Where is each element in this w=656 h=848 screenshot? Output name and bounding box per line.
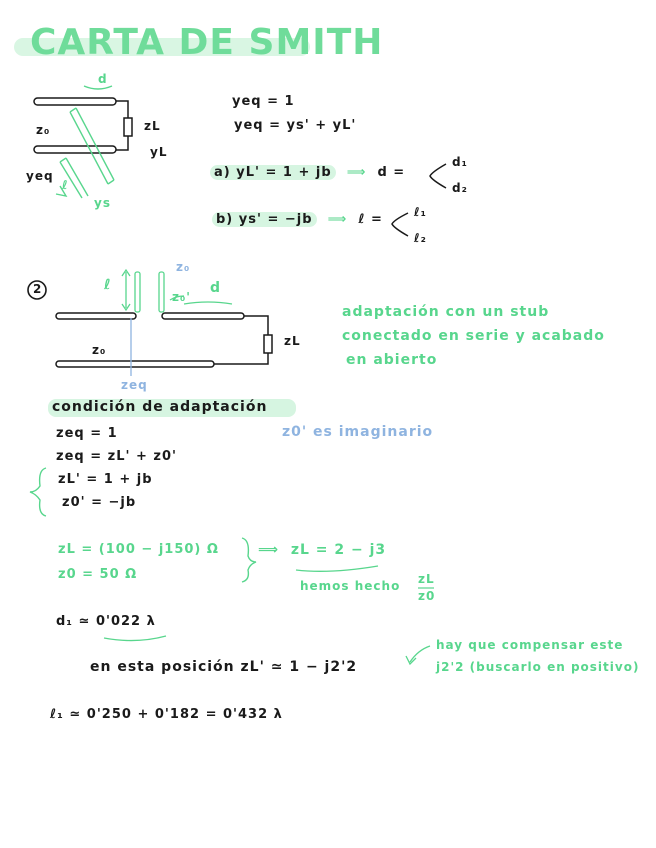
case-a-text: a) yL' = 1 + jb: [210, 165, 336, 180]
implies-arrow-b: ⟹: [322, 212, 353, 227]
underline-d1: [104, 636, 166, 641]
label-zl-1: zL: [144, 119, 161, 133]
line-top-1: [34, 98, 116, 105]
fraction-denominator: z0: [418, 589, 436, 603]
bracket-l: [392, 213, 408, 236]
line-bottom-2: [56, 361, 214, 367]
line-top-left-2: [56, 313, 136, 319]
description-line-1: adaptación con un stub: [342, 304, 550, 320]
page-title: CARTA DE SMITH: [30, 22, 384, 63]
wire-right-top-2: [244, 316, 268, 335]
description-line-3: en abierto: [346, 352, 438, 368]
label-ys-1: ys: [94, 196, 111, 210]
l1-label: ℓ₁: [414, 205, 427, 219]
compensate-line-1: hay que compensar este: [436, 638, 624, 652]
label-zeq-2: zeq: [121, 378, 148, 392]
case-a: [210, 165, 405, 180]
case-a-result: d =: [377, 165, 406, 180]
given-zl: zL = (100 − j150) Ω: [58, 542, 219, 557]
l2-label: ℓ₂: [414, 231, 427, 245]
stub-diagram-2: [56, 313, 272, 367]
eq-zeq-1: zeq = 1: [56, 426, 118, 441]
compensate-line-2: j2'2 (buscarlo en positivo): [436, 660, 640, 674]
case-b: [212, 212, 383, 227]
line-top-right-2: [162, 313, 244, 319]
eq-yeq-sum: yeq = ys' + yL': [234, 118, 357, 133]
normalized-note: hemos hecho: [300, 579, 401, 593]
arrow-compensate: [410, 646, 430, 662]
l1-result: ℓ₁ ≃ 0'250 + 0'182 = 0'432 λ: [50, 707, 283, 722]
section-2-number: 2: [33, 282, 43, 296]
label-yeq-1: yeq: [26, 169, 54, 183]
label-l-1: ℓ: [62, 178, 69, 192]
implies-arrow-a: ⟹: [341, 165, 372, 180]
condition-heading: condición de adaptación: [52, 399, 268, 415]
underline-normalized: [296, 566, 378, 571]
label-z0-2: z₀: [92, 343, 107, 357]
given-z0: z0 = 50 Ω: [58, 567, 138, 582]
d1-result: d₁ ≃ 0'022 λ: [56, 614, 156, 629]
label-z0-1: z₀: [36, 123, 51, 137]
fraction-numerator: zL: [418, 572, 435, 586]
case-b-text: b) ys' = −jb: [212, 212, 317, 227]
label-yl-1: yL: [150, 145, 168, 159]
implies-arrow-normalized: ⟹: [258, 542, 291, 558]
bracket-d: [430, 164, 446, 188]
wire-right-top-1: [116, 101, 128, 118]
brace-eqs: [30, 468, 46, 516]
label-zl-2: zL: [284, 334, 301, 348]
eq-zl-prime: zL' = 1 + jb: [58, 472, 153, 487]
eq-yeq-1: yeq = 1: [232, 94, 295, 109]
label-l-2: ℓ: [104, 277, 112, 293]
eq-zeq-sum: zeq = zL' + z0': [56, 449, 177, 464]
brace-d-1: [84, 86, 112, 89]
imaginary-note: z0' es imaginario: [282, 424, 434, 440]
label-d-1: d: [98, 72, 108, 86]
d1-label: d₁: [452, 155, 468, 169]
position-text: en esta posición zL' ≃ 1 − j2'2: [90, 659, 358, 675]
label-z0p-2: z₀': [172, 290, 191, 304]
wire-right-bottom-1: [116, 136, 128, 150]
load-resistor-1: [124, 118, 132, 136]
eq-z0-prime: z0' = −jb: [62, 495, 137, 510]
normalized-value: zL = 2 − j3: [290, 542, 387, 558]
d2-label: d₂: [452, 181, 468, 195]
description-line-2: conectado en serie y acabado: [342, 328, 605, 344]
stub-side-a: [76, 108, 114, 180]
line-bottom-1: [34, 146, 116, 153]
label-d-2: d: [210, 280, 222, 296]
normalized-zl: [258, 542, 386, 558]
wire-right-bottom-2: [214, 353, 268, 364]
label-z0-top-2: z₀: [176, 260, 191, 274]
brace-given: [242, 538, 256, 582]
case-b-result: ℓ =: [358, 212, 383, 227]
load-resistor-2: [264, 335, 272, 353]
